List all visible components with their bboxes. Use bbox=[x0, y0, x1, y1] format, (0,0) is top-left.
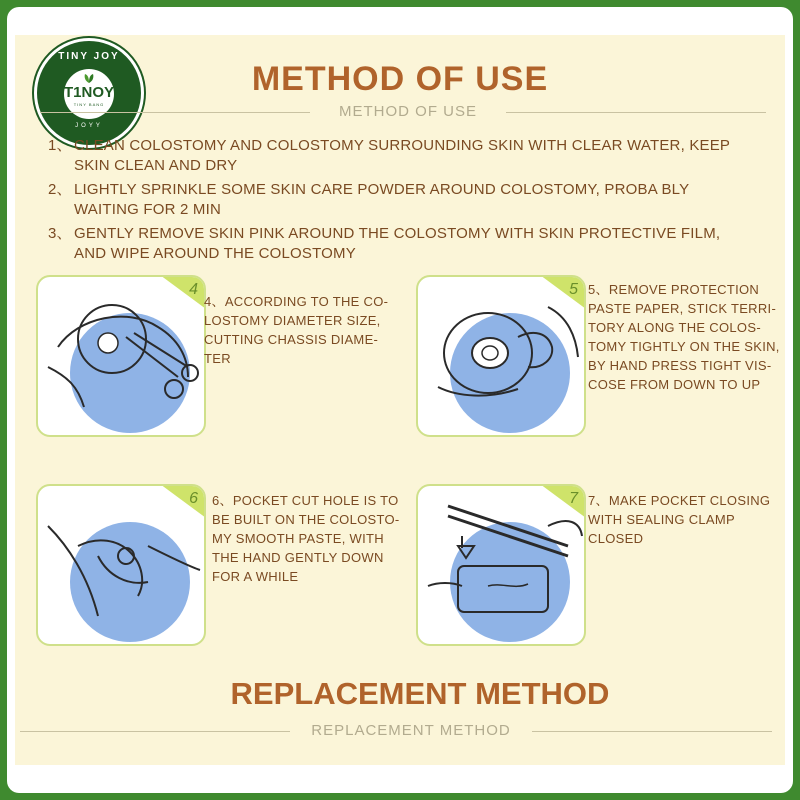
divider-right bbox=[506, 112, 766, 113]
step-number: 1、 bbox=[48, 137, 72, 154]
instruction-steps bbox=[48, 136, 748, 264]
divider-left bbox=[20, 731, 290, 732]
section-subtitle-replacement: REPLACEMENT METHOD bbox=[311, 722, 511, 739]
step-text: GENTLY REMOVE SKIN PINK AROUND THE COLOSTOMY WITH SKIN PROTECTIVE FILM, AND WIPE AROUND THE COLOSTOMY bbox=[74, 225, 721, 262]
page-title: METHOD OF USE bbox=[251, 60, 549, 98]
logo-ring-top-text: TINY JOY bbox=[58, 51, 120, 62]
step-number: 3、 bbox=[48, 225, 72, 242]
panel-number: 5 bbox=[569, 281, 578, 298]
panel-caption-4: 4、ACCORDING TO THE CO- LOSTOMY DIAMETER SIZE, CUTTING CHASSIS DIAME- TER bbox=[204, 294, 389, 366]
step-number: 2、 bbox=[48, 181, 72, 198]
sticking-barrier-illustration bbox=[418, 277, 584, 435]
step-item bbox=[48, 180, 748, 220]
brand-logo bbox=[34, 38, 144, 148]
step-text: CLEAN COLOSTOMY AND COLOSTOMY SURROUNDING SKIN WITH CLEAR WATER, KEEP SKIN CLEAN AND DRY bbox=[74, 137, 730, 174]
pressing-pouch-illustration bbox=[38, 486, 204, 644]
step-text: LIGHTLY SPRINKLE SOME SKIN CARE POWDER AROUND COLOSTOMY, PROBA BLY WAITING FOR 2 MIN bbox=[74, 181, 690, 218]
panel-number: 7 bbox=[569, 490, 578, 507]
logo-wordmark: T1NOY bbox=[64, 84, 115, 101]
divider-left bbox=[40, 112, 310, 113]
illustration-panel-7 bbox=[416, 484, 586, 646]
illustration-panel-5 bbox=[416, 275, 586, 437]
illustration-panel-4 bbox=[36, 275, 206, 437]
section-title-replacement: REPLACEMENT METHOD bbox=[230, 676, 610, 711]
logo-sub-text: TINY BANG bbox=[73, 102, 105, 107]
sealing-clamp-illustration bbox=[418, 486, 584, 644]
panel-caption-5: 5、REMOVE PROTECTION PASTE PAPER, STICK TERRI- TORY ALONG THE COLOS- TOMY TIGHTLY ON THE SKIN, BY HAND PRESS TIGHT VIS- COSE FROM DOWN TO UP bbox=[588, 282, 780, 392]
panel-caption-7: 7、MAKE POCKET CLOSING WITH SEALING CLAMP CLOSED bbox=[588, 493, 771, 546]
page-subtitle: METHOD OF USE bbox=[338, 103, 477, 120]
step-item bbox=[48, 224, 748, 264]
illustration-panel-6 bbox=[36, 484, 206, 646]
panel-number: 6 bbox=[189, 490, 198, 507]
cutting-scissors-illustration bbox=[38, 277, 204, 435]
panel-caption-6: 6、POCKET CUT HOLE IS TO BE BUILT ON THE COLOSTO- MY SMOOTH PASTE, WITH THE HAND GENTLY DOWN FOR A WHILE bbox=[212, 493, 400, 584]
step-item bbox=[48, 136, 748, 176]
leaf-icon bbox=[83, 73, 95, 83]
divider-right bbox=[532, 731, 772, 732]
logo-ring-bottom-text: JOYY bbox=[75, 123, 103, 129]
panel-number: 4 bbox=[189, 281, 198, 298]
